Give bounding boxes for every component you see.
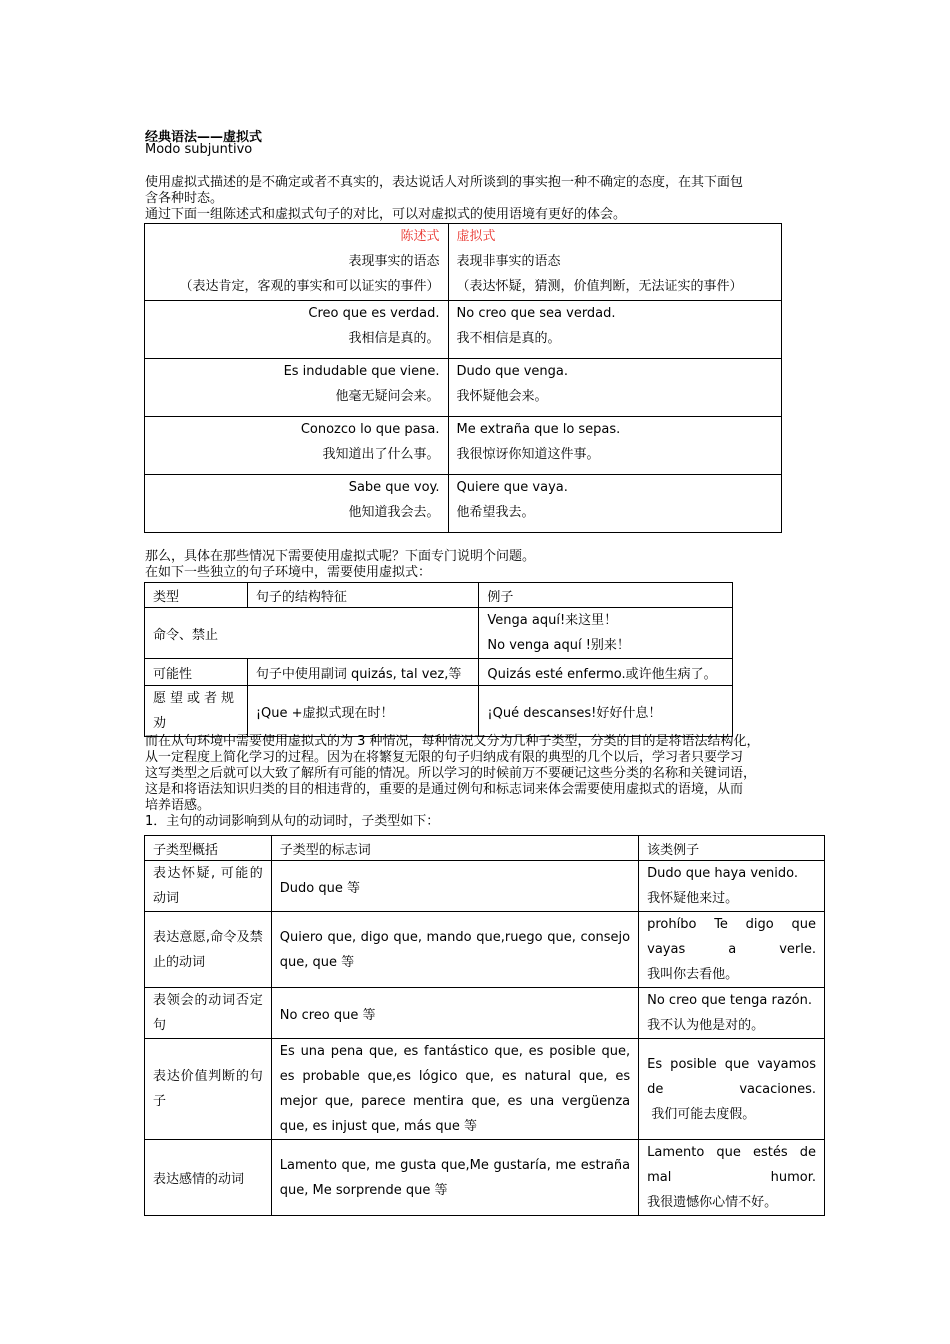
spanish-sentence: Creo que es verdad. <box>308 306 440 321</box>
mid-line: 在如下一些独立的句子环境中，需要使用虚拟式： <box>145 565 432 580</box>
subjunctive-desc: 表现非事实的语态 <box>456 254 561 269</box>
table-row <box>145 417 782 475</box>
mid-paragraph <box>145 549 535 581</box>
paragraph-line: 培养语感。 <box>145 798 211 813</box>
chinese-translation: 他知道我会去。 <box>348 505 440 520</box>
example-cell <box>639 988 825 1039</box>
spanish-sentence: Sabe que voy. <box>348 480 440 495</box>
column-header: 该类例子 <box>639 836 825 861</box>
example-cell: Quizás esté enfermo.或许他生病了。 <box>479 659 733 686</box>
example-cell: ¡Qué descanses!好好什息！ <box>479 686 733 737</box>
table-header-row <box>145 836 825 861</box>
marker-cell: Lamento que, me gusta que,Me gustaría, me estraña que, Me sorprende que 等 <box>271 1140 638 1216</box>
example-line: 我们可能去度假。 <box>647 1106 756 1122</box>
example-line: 我怀疑他来过。 <box>647 891 739 906</box>
indicative-label: 陈述式 <box>400 229 440 244</box>
subtype-cell: 表达价值判断的句子 <box>145 1039 272 1140</box>
example-line: Lamento que estés de mal humor. <box>647 1145 816 1185</box>
table-row <box>145 659 733 686</box>
subtype-cell: 表达怀疑, 可能的动词 <box>145 861 272 912</box>
independent-clause-table <box>144 582 733 737</box>
subjunctive-label: 虚拟式 <box>456 229 496 244</box>
chinese-translation: 他希望我去。 <box>456 505 535 520</box>
intro-line: 含各种时态。 <box>145 191 224 206</box>
paragraph-line: 这是和将语法知识归类的目的相违背的，重要的是通过例句和标志词来体会需要使用虚拟式的语境，从而 <box>145 782 744 797</box>
spanish-sentence: Dudo que venga. <box>456 364 569 379</box>
marker-cell: Es una pena que, es fantástico que, es posible que, es probable que,es lógico que, es natural que, es mejor que, parece mentira que, es una vergüenza que, es injust que, más que 等 <box>271 1039 638 1140</box>
paragraph-line: 这写类型之后就可以大致了解所有可能的情况。所以学习的时候前万不要硬记这些分类的名称和关键词语， <box>145 766 757 781</box>
spanish-sentence: Quiere que vaya. <box>456 480 568 495</box>
example-line: 我很遗憾你心情不好。 <box>647 1195 778 1210</box>
column-header: 子类型概括 <box>145 836 272 861</box>
indicative-note: （表达肯定，客观的事实和可以证实的事件） <box>179 279 440 294</box>
table-row <box>145 359 782 417</box>
chinese-translation: 我很惊讶你知道这件事。 <box>456 447 600 462</box>
subtype-table <box>144 835 825 1216</box>
type-cell: 命令、禁止 <box>145 608 479 659</box>
marker-cell: Dudo que 等 <box>271 861 638 912</box>
type-cell: 愿望或者规劝 <box>145 686 248 737</box>
subjunctive-note: （表达怀疑，猜测，价值判断，无法证实的事件） <box>456 279 743 294</box>
example-cell <box>479 608 733 659</box>
paragraph-line: 而在从句环境中需要使用虚拟式的为 3 种情况，每种情况又分为几种子类型，分类的目的是将语法结构化， <box>145 734 760 749</box>
table-row <box>145 861 825 912</box>
spanish-sentence: Me extraña que lo sepas. <box>456 422 621 437</box>
example-line: Es posible que vayamos de vacaciones. <box>647 1056 816 1097</box>
indicative-cell <box>145 359 449 417</box>
spanish-sentence: Es indudable que viene. <box>283 364 440 379</box>
table-row <box>145 988 825 1039</box>
chinese-translation: 我知道出了什么事。 <box>322 447 440 462</box>
table-header-row <box>145 583 733 608</box>
example-line: No creo que tenga razón. <box>647 993 812 1008</box>
comparison-table <box>144 223 782 533</box>
subtype-cell: 表达感情的动词 <box>145 1140 272 1216</box>
example-line: 我不认为他是对的。 <box>647 1018 765 1033</box>
column-header: 子类型的标志词 <box>271 836 638 861</box>
example-line: 我叫你去看他。 <box>647 967 739 982</box>
spanish-sentence: No creo que sea verdad. <box>456 306 616 321</box>
example-cell <box>639 861 825 912</box>
feature-cell: ¡Que +虚拟式现在时！ <box>247 686 479 737</box>
doc-subtitle: Modo subjuntivo <box>145 142 253 157</box>
marker-cell: No creo que 等 <box>271 988 638 1039</box>
subjunctive-cell <box>448 417 781 475</box>
column-header: 例子 <box>479 583 733 608</box>
indicative-cell <box>145 301 449 359</box>
doc-title: 经典语法——虚拟式 <box>145 130 263 145</box>
column-header: 类型 <box>145 583 248 608</box>
subjunctive-header <box>448 224 781 301</box>
type-cell: 可能性 <box>145 659 248 686</box>
subtype-cell: 表达意愿,命令及禁止的动词 <box>145 912 272 988</box>
subtype-cell: 表领会的动词否定句 <box>145 988 272 1039</box>
chinese-translation: 我不相信是真的。 <box>456 331 561 346</box>
table-row <box>145 1140 825 1216</box>
column-header: 句子的结构特征 <box>247 583 479 608</box>
feature-cell: 句子中使用副词 quizás, tal vez,等 <box>247 659 479 686</box>
marker-cell: Quiero que, digo que, mando que,ruego que, consejo que, que 等 <box>271 912 638 988</box>
paragraph-line: 1．主句的动词影响到从句的动词时，子类型如下： <box>145 814 440 829</box>
table-row <box>145 475 782 533</box>
table-row <box>145 301 782 359</box>
comparison-header-row <box>145 224 782 301</box>
mid-line: 那么，具体在那些情况下需要使用虚拟式呢？下面专门说明个问题。 <box>145 549 536 564</box>
example-cell <box>639 1140 825 1216</box>
table-row <box>145 686 733 737</box>
intro-paragraph <box>145 175 743 223</box>
table-row <box>145 608 733 659</box>
indicative-header <box>145 224 449 301</box>
chinese-translation: 我相信是真的。 <box>348 331 440 346</box>
subjunctive-cell <box>448 359 781 417</box>
example-cell <box>639 912 825 988</box>
subjunctive-cell <box>448 301 781 359</box>
example-line: Dudo que haya venido. <box>647 866 798 881</box>
example-line: No venga aquí !别来！ <box>487 638 630 653</box>
chinese-translation: 他毫无疑问会来。 <box>335 389 440 404</box>
table-row <box>145 912 825 988</box>
example-cell <box>639 1039 825 1140</box>
table-row <box>145 1039 825 1140</box>
chinese-translation: 我怀疑他会来。 <box>456 389 548 404</box>
intro-line: 使用虚拟式描述的是不确定或者不真实的，表达说话人对所谈到的事实抱一种不确定的态度，在其下面包 <box>145 175 744 190</box>
spanish-sentence: Conozco lo que pasa. <box>300 422 440 437</box>
paragraph-line: 从一定程度上简化学习的过程。因为在将繁复无限的句子归纳成有限的典型的几个以后，学习者只要学习 <box>145 750 744 765</box>
subjunctive-cell <box>448 475 781 533</box>
indicative-cell <box>145 475 449 533</box>
intro-line: 通过下面一组陈述式和虚拟式句子的对比，可以对虚拟式的使用语境有更好的体会。 <box>145 207 627 222</box>
subclause-paragraph <box>145 734 825 830</box>
example-line: Venga aquí!来这里！ <box>487 613 618 628</box>
example-line: prohíbo Te digo que vayas a verle. <box>647 917 816 957</box>
indicative-desc: 表现事实的语态 <box>348 254 440 269</box>
indicative-cell <box>145 417 449 475</box>
